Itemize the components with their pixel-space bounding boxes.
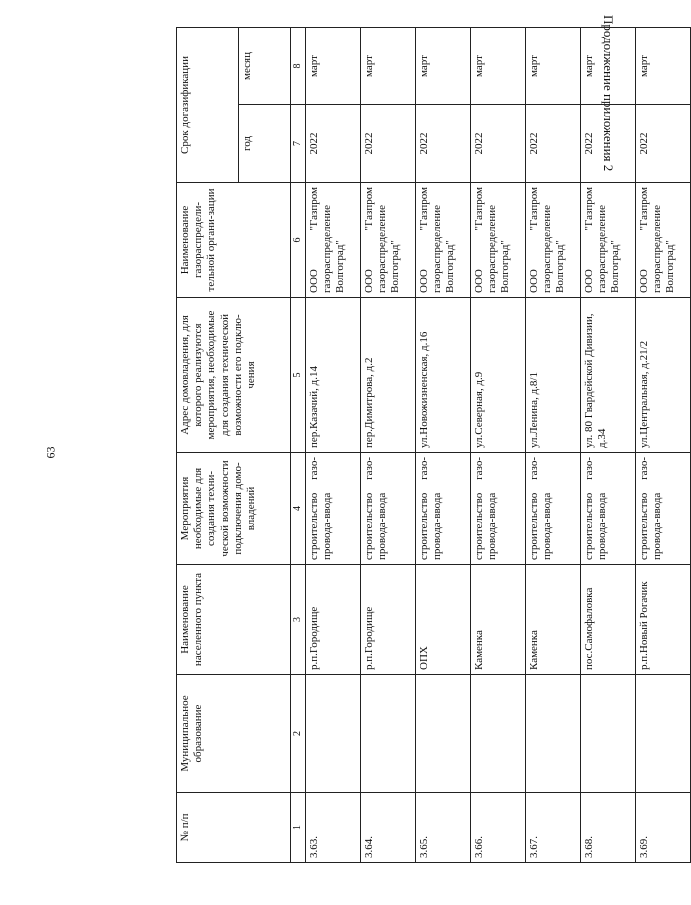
row-organization: ООО "Газпром газораспределение Волгоград" (471, 183, 526, 298)
column-number: 7 (291, 105, 306, 183)
row-locality: Каменка (526, 565, 581, 675)
row-month: март (581, 27, 636, 104)
row-organization: ООО "Газпром газораспределение Волгоград" (526, 183, 581, 298)
table-row (526, 27, 581, 862)
row-number: 3.65. (416, 793, 471, 863)
header-measures: Мероприятия необходимые для создания техни-ческой возможности подключения домо-владений (177, 453, 291, 565)
page-number: 63 (43, 446, 58, 459)
row-month: март (636, 27, 691, 104)
table-row (636, 27, 691, 862)
row-municipality (361, 675, 416, 793)
row-organization: ООО "Газпром газораспределение Волгоград" (361, 183, 416, 298)
table-row (471, 27, 526, 862)
row-month: март (361, 27, 416, 104)
row-address: ул.Ленина, д.8/1 (526, 298, 581, 453)
header-organization: Наименование газораспредели-тельной органи-зации (177, 183, 291, 298)
row-municipality (636, 675, 691, 793)
header-municipality: Муниципальное образование (177, 675, 291, 793)
row-locality: пос.Самофаловка (581, 565, 636, 675)
row-municipality (416, 675, 471, 793)
row-organization: ООО "Газпром газораспределение Волгоград" (416, 183, 471, 298)
row-address: ул.Центральная, д.21/2 (636, 298, 691, 453)
row-locality: ОПХ (416, 565, 471, 675)
header-address: Адрес домовладения, для которого реализуются мероприятия, необходимые для создания технической возможности его подклю-чения (177, 298, 291, 453)
row-month: март (306, 27, 361, 104)
header-year: год (239, 105, 291, 183)
row-municipality (581, 675, 636, 793)
row-organization: ООО "Газпром газораспределение Волгоград" (581, 183, 636, 298)
column-number: 3 (291, 565, 306, 675)
table-row (416, 27, 471, 862)
row-municipality (306, 675, 361, 793)
row-number: 3.64. (361, 793, 416, 863)
column-number: 5 (291, 298, 306, 453)
row-measure: строительство газо-провода-ввода (581, 453, 636, 565)
row-number: 3.63. (306, 793, 361, 863)
gasification-table (176, 27, 691, 863)
row-measure: строительство газо-провода-ввода (361, 453, 416, 565)
row-measure: строительство газо-провода-ввода (636, 453, 691, 565)
row-organization: ООО "Газпром газораспределение Волгоград" (306, 183, 361, 298)
column-number: 6 (291, 183, 306, 298)
row-organization: ООО "Газпром газораспределение Волгоград" (636, 183, 691, 298)
row-number: 3.69. (636, 793, 691, 863)
row-year: 2022 (306, 105, 361, 183)
table-row (581, 27, 636, 862)
row-year: 2022 (416, 105, 471, 183)
row-address: ул. 80 Гвардейской Дивизии, д.34 (581, 298, 636, 453)
table-header (177, 27, 306, 862)
row-address: пер.Димитрова, д.2 (361, 298, 416, 453)
row-measure: строительство газо-провода-ввода (471, 453, 526, 565)
row-year: 2022 (471, 105, 526, 183)
row-locality: р.п.Новый Рогачик (636, 565, 691, 675)
row-year: 2022 (636, 105, 691, 183)
row-year: 2022 (581, 105, 636, 183)
row-year: 2022 (361, 105, 416, 183)
row-locality: р.п.Городище (306, 565, 361, 675)
row-month: март (526, 27, 581, 104)
row-month: март (471, 27, 526, 104)
row-municipality (471, 675, 526, 793)
row-measure: строительство газо-провода-ввода (526, 453, 581, 565)
header-month: месяц (239, 27, 291, 104)
header-deadline-group: Срок догазификации (177, 27, 239, 182)
column-number: 2 (291, 675, 306, 793)
row-year: 2022 (526, 105, 581, 183)
row-measure: строительство газо-провода-ввода (306, 453, 361, 565)
column-number: 1 (291, 793, 306, 863)
header-locality: Наименование населенного пункта (177, 565, 291, 675)
row-municipality (526, 675, 581, 793)
table-body (306, 27, 691, 862)
table-row (306, 27, 361, 862)
column-number: 8 (291, 27, 306, 104)
row-locality: Каменка (471, 565, 526, 675)
table-row (361, 27, 416, 862)
row-address: ул.Новожизненская, д.16 (416, 298, 471, 453)
row-number: 3.66. (471, 793, 526, 863)
continuation-label: Продолжение приложения 2 (601, 15, 616, 172)
row-address: пер.Казачий, д.14 (306, 298, 361, 453)
column-number: 4 (291, 453, 306, 565)
row-address: ул.Северная, д.9 (471, 298, 526, 453)
row-number: 3.67. (526, 793, 581, 863)
column-number-row (291, 27, 306, 862)
row-locality: р.п.Городище (361, 565, 416, 675)
header-num: № п/п (177, 793, 291, 863)
row-month: март (416, 27, 471, 104)
row-number: 3.68. (581, 793, 636, 863)
row-measure: строительство газо-провода-ввода (416, 453, 471, 565)
